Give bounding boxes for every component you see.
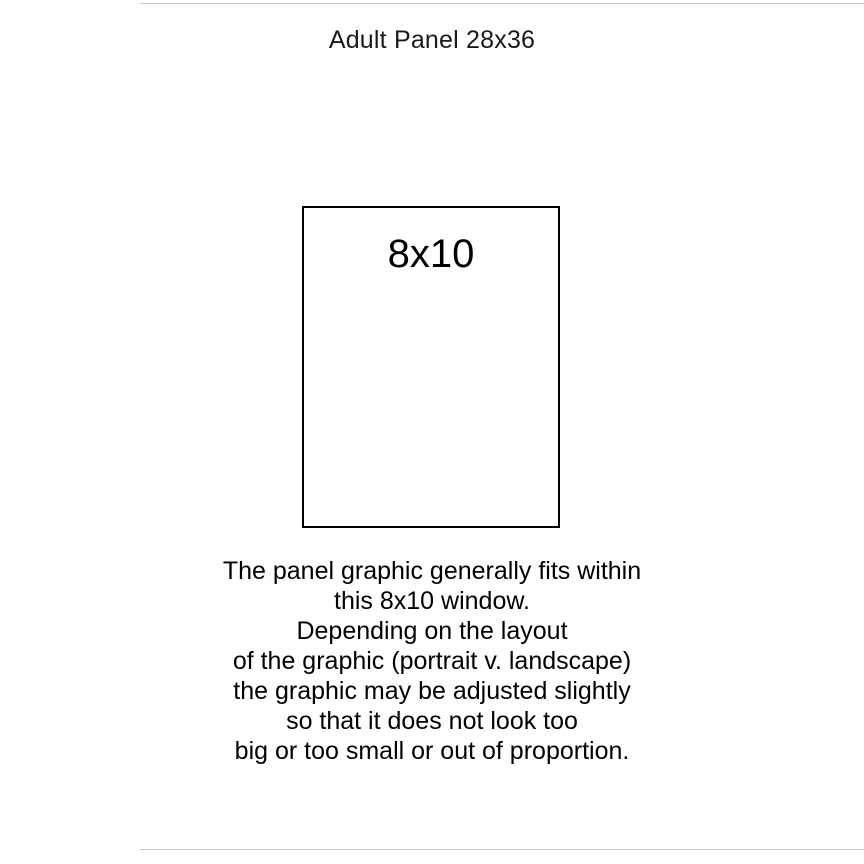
- bottom-divider: [140, 849, 864, 850]
- caption-block: [0, 556, 864, 766]
- caption-line: big or too small or out of proportion.: [234, 737, 630, 765]
- graphic-window-box: [302, 206, 560, 528]
- caption-line: Depending on the layout: [296, 617, 568, 645]
- caption-line: the graphic may be adjusted slightly: [233, 677, 631, 705]
- top-divider: [140, 3, 864, 4]
- caption-line: this 8x10 window.: [334, 587, 530, 615]
- caption-line: The panel graphic generally fits within: [222, 557, 642, 585]
- caption-line: so that it does not look too: [286, 707, 578, 735]
- caption-line: of the graphic (portrait v. landscape): [232, 647, 632, 675]
- page-title: Adult Panel 28x36: [328, 26, 536, 54]
- window-size-label: 8x10: [387, 232, 475, 276]
